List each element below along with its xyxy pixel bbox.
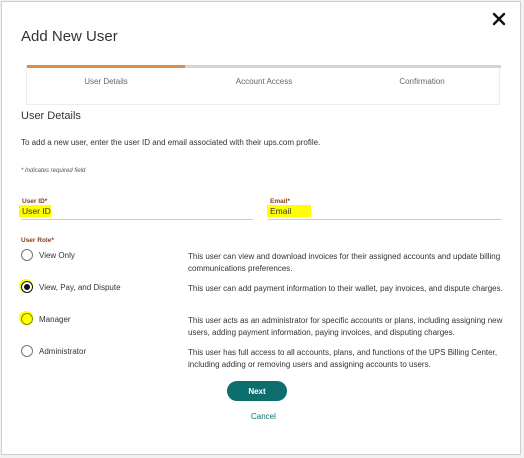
role-desc-view-only: This user can view and download invoices for their assigned accounts and update billing communications preferences.	[188, 252, 501, 273]
step-confirmation[interactable]: Confirmation	[399, 77, 445, 86]
user-id-placeholder: User ID	[22, 206, 51, 216]
next-button[interactable]: Next	[227, 381, 287, 401]
email-input[interactable]	[268, 203, 502, 220]
required-field-note: * Indicates required field	[21, 168, 86, 174]
role-label-view-pay-dispute[interactable]: View, Pay, and Dispute	[39, 283, 121, 292]
section-title: User Details	[21, 110, 81, 122]
dialog-title: Add New User	[21, 28, 118, 45]
intro-text: To add a new user, enter the user ID and email associated with their ups.com profile.	[21, 138, 321, 147]
radio-selected-dot	[24, 284, 30, 290]
email-label: Email*	[270, 198, 290, 205]
user-id-input[interactable]	[21, 203, 253, 220]
role-desc-administrator: This user has full access to all accounts, plans, and functions of the UPS Billing Center, including adding or removing users and assigning accounts to users.	[188, 348, 498, 369]
role-radio-view-pay-dispute[interactable]	[21, 281, 33, 293]
role-radio-view-only[interactable]	[21, 249, 33, 261]
user-id-label: User ID*	[22, 198, 48, 205]
role-radio-manager[interactable]	[21, 313, 33, 325]
cancel-link[interactable]: Cancel	[251, 412, 276, 421]
close-icon[interactable]	[490, 10, 508, 28]
step-account-access[interactable]: Account Access	[235, 77, 293, 86]
role-label-manager[interactable]: Manager	[39, 315, 71, 324]
step-user-details[interactable]: User Details	[84, 77, 128, 86]
role-radio-administrator[interactable]	[21, 345, 33, 357]
progress-stepper	[26, 65, 500, 105]
role-label-view-only[interactable]: View Only	[39, 251, 75, 260]
role-desc-manager: This user acts as an administrator for specific accounts or plans, including assigning new users, adding payment information, paying invoices, and disputing charges.	[188, 316, 503, 337]
stepper-progress	[27, 65, 185, 68]
role-label-administrator[interactable]: Administrator	[39, 347, 87, 356]
email-placeholder: Email	[270, 206, 292, 216]
user-role-header: User Role*	[21, 237, 54, 244]
role-desc-view-pay-dispute: This user can add payment information to their wallet, pay invoices, and dispute charges.	[188, 284, 503, 293]
add-user-dialog	[1, 1, 521, 455]
